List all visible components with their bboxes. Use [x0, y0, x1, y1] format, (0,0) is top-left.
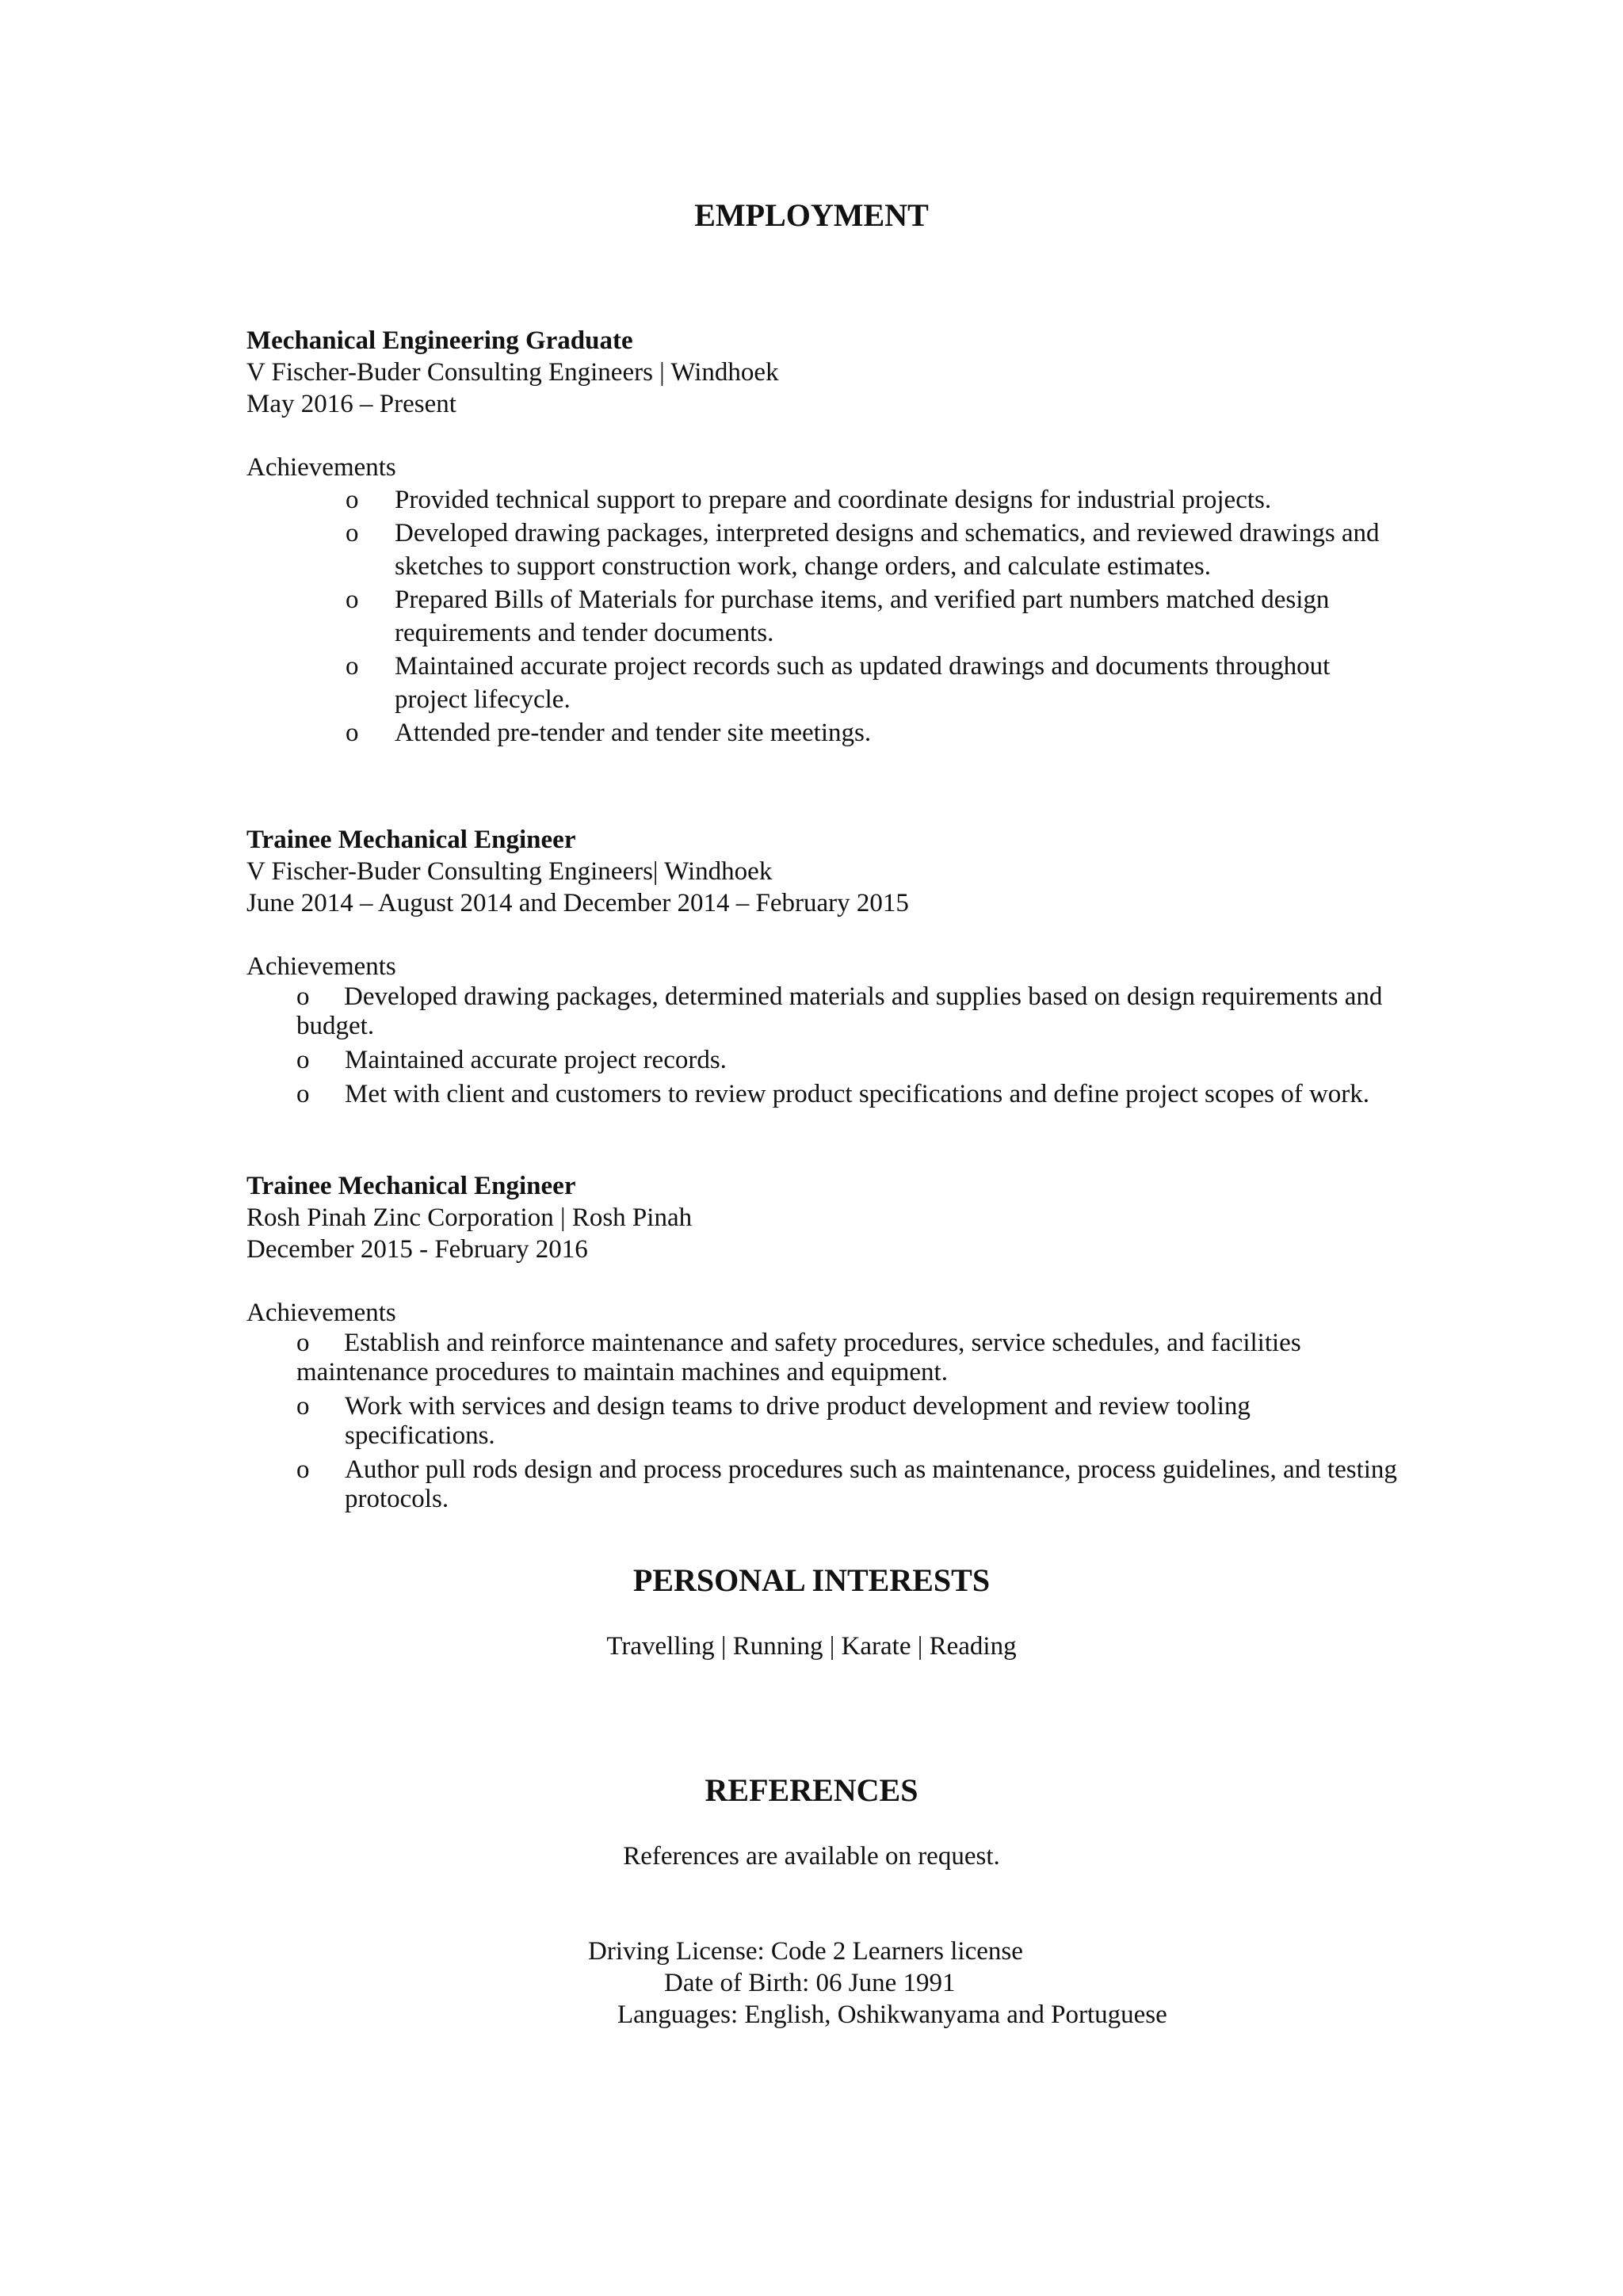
circle-bullet-icon: o	[346, 719, 359, 747]
achievement-text: Provided technical support to prepare and coordinate designs for industrial projects.	[395, 486, 1272, 514]
achievement-text: Maintained accurate project records such as updated drawings and documents throughout project lifecycle.	[395, 652, 1331, 714]
circle-bullet-icon: o	[296, 1329, 310, 1357]
achievements-label: Achievements	[246, 453, 396, 482]
achievements-label: Achievements	[246, 1299, 396, 1327]
circle-bullet-icon: o	[346, 652, 359, 681]
employment-heading: EMPLOYMENT	[694, 197, 929, 233]
achievements-list	[246, 1329, 1403, 1514]
list-item	[246, 483, 1403, 517]
personal-interests-heading: PERSONAL INTERESTS	[632, 1562, 991, 1598]
job-entry-3	[246, 1170, 1396, 1519]
achievement-text: Attended pre-tender and tender site meetings.	[395, 719, 872, 747]
job-company: V Fischer-Buder Consulting Engineers | Windhoek	[246, 358, 779, 387]
job-dates: December 2015 - February 2016	[246, 1235, 588, 1264]
references-text: References are available on request.	[623, 1842, 1000, 1871]
circle-bullet-icon: o	[346, 585, 359, 614]
achievements-label: Achievements	[246, 952, 396, 981]
job-dates: June 2014 – August 2014 and December 2014 – February 2015	[246, 889, 909, 917]
languages: Languages: English, Oshikwanyama and Portuguese	[617, 2000, 1167, 2029]
list-item	[246, 1080, 1403, 1109]
achievement-text: Work with services and design teams to drive product development and review tooling specifications.	[345, 1392, 1251, 1450]
achievements-list	[246, 483, 1403, 749]
list-item	[246, 650, 1403, 716]
achievement-text: Developed drawing packages, interpreted designs and schematics, and reviewed drawings and sketches to support construction work, change orders, and calculate estimates.	[395, 519, 1380, 581]
date-of-birth: Date of Birth: 06 June 1991	[664, 1969, 956, 1997]
list-item	[246, 517, 1403, 583]
list-item	[246, 1046, 1403, 1075]
circle-bullet-icon: o	[346, 519, 359, 547]
circle-bullet-icon: o	[296, 982, 310, 1011]
job-company: V Fischer-Buder Consulting Engineers| Windhoek	[246, 857, 773, 886]
list-item	[246, 982, 1403, 1041]
achievement-text: Maintained accurate project records.	[345, 1046, 727, 1074]
list-item	[246, 1329, 1403, 1387]
personal-interests-text: Travelling | Running | Karate | Reading	[606, 1632, 1017, 1661]
achievement-text: Author pull rods design and process procedures such as maintenance, process guidelines, and testing protocols.	[345, 1455, 1397, 1513]
list-item	[246, 1392, 1403, 1451]
achievement-text: Met with client and customers to review product specifications and define project scopes of work.	[345, 1080, 1370, 1108]
achievement-text: Developed drawing packages, determined materials and supplies based on design requirements and budget.	[296, 982, 1383, 1040]
job-dates: May 2016 – Present	[246, 390, 456, 418]
list-item	[246, 583, 1403, 650]
driving-license: Driving License: Code 2 Learners license	[588, 1937, 1023, 1966]
list-item	[246, 1455, 1403, 1514]
circle-bullet-icon: o	[296, 1080, 310, 1108]
references-heading: REFERENCES	[705, 1772, 918, 1808]
job-entry-2	[246, 824, 1396, 1114]
job-title: Trainee Mechanical Engineer	[246, 826, 576, 854]
job-entry-1	[246, 325, 1396, 749]
achievements-list	[246, 982, 1403, 1109]
achievement-text: Establish and reinforce maintenance and safety procedures, service schedules, and facilities maintenance procedures to maintain machines and equipment.	[296, 1329, 1301, 1386]
job-title: Trainee Mechanical Engineer	[246, 1172, 576, 1200]
list-item	[246, 716, 1403, 749]
circle-bullet-icon: o	[346, 486, 359, 514]
circle-bullet-icon: o	[296, 1455, 310, 1484]
job-title: Mechanical Engineering Graduate	[246, 326, 633, 355]
circle-bullet-icon: o	[296, 1392, 310, 1421]
achievement-text: Prepared Bills of Materials for purchase items, and verified part numbers matched design requirements and tender documents.	[395, 585, 1330, 647]
job-company: Rosh Pinah Zinc Corporation | Rosh Pinah	[246, 1203, 693, 1232]
circle-bullet-icon: o	[296, 1046, 310, 1074]
